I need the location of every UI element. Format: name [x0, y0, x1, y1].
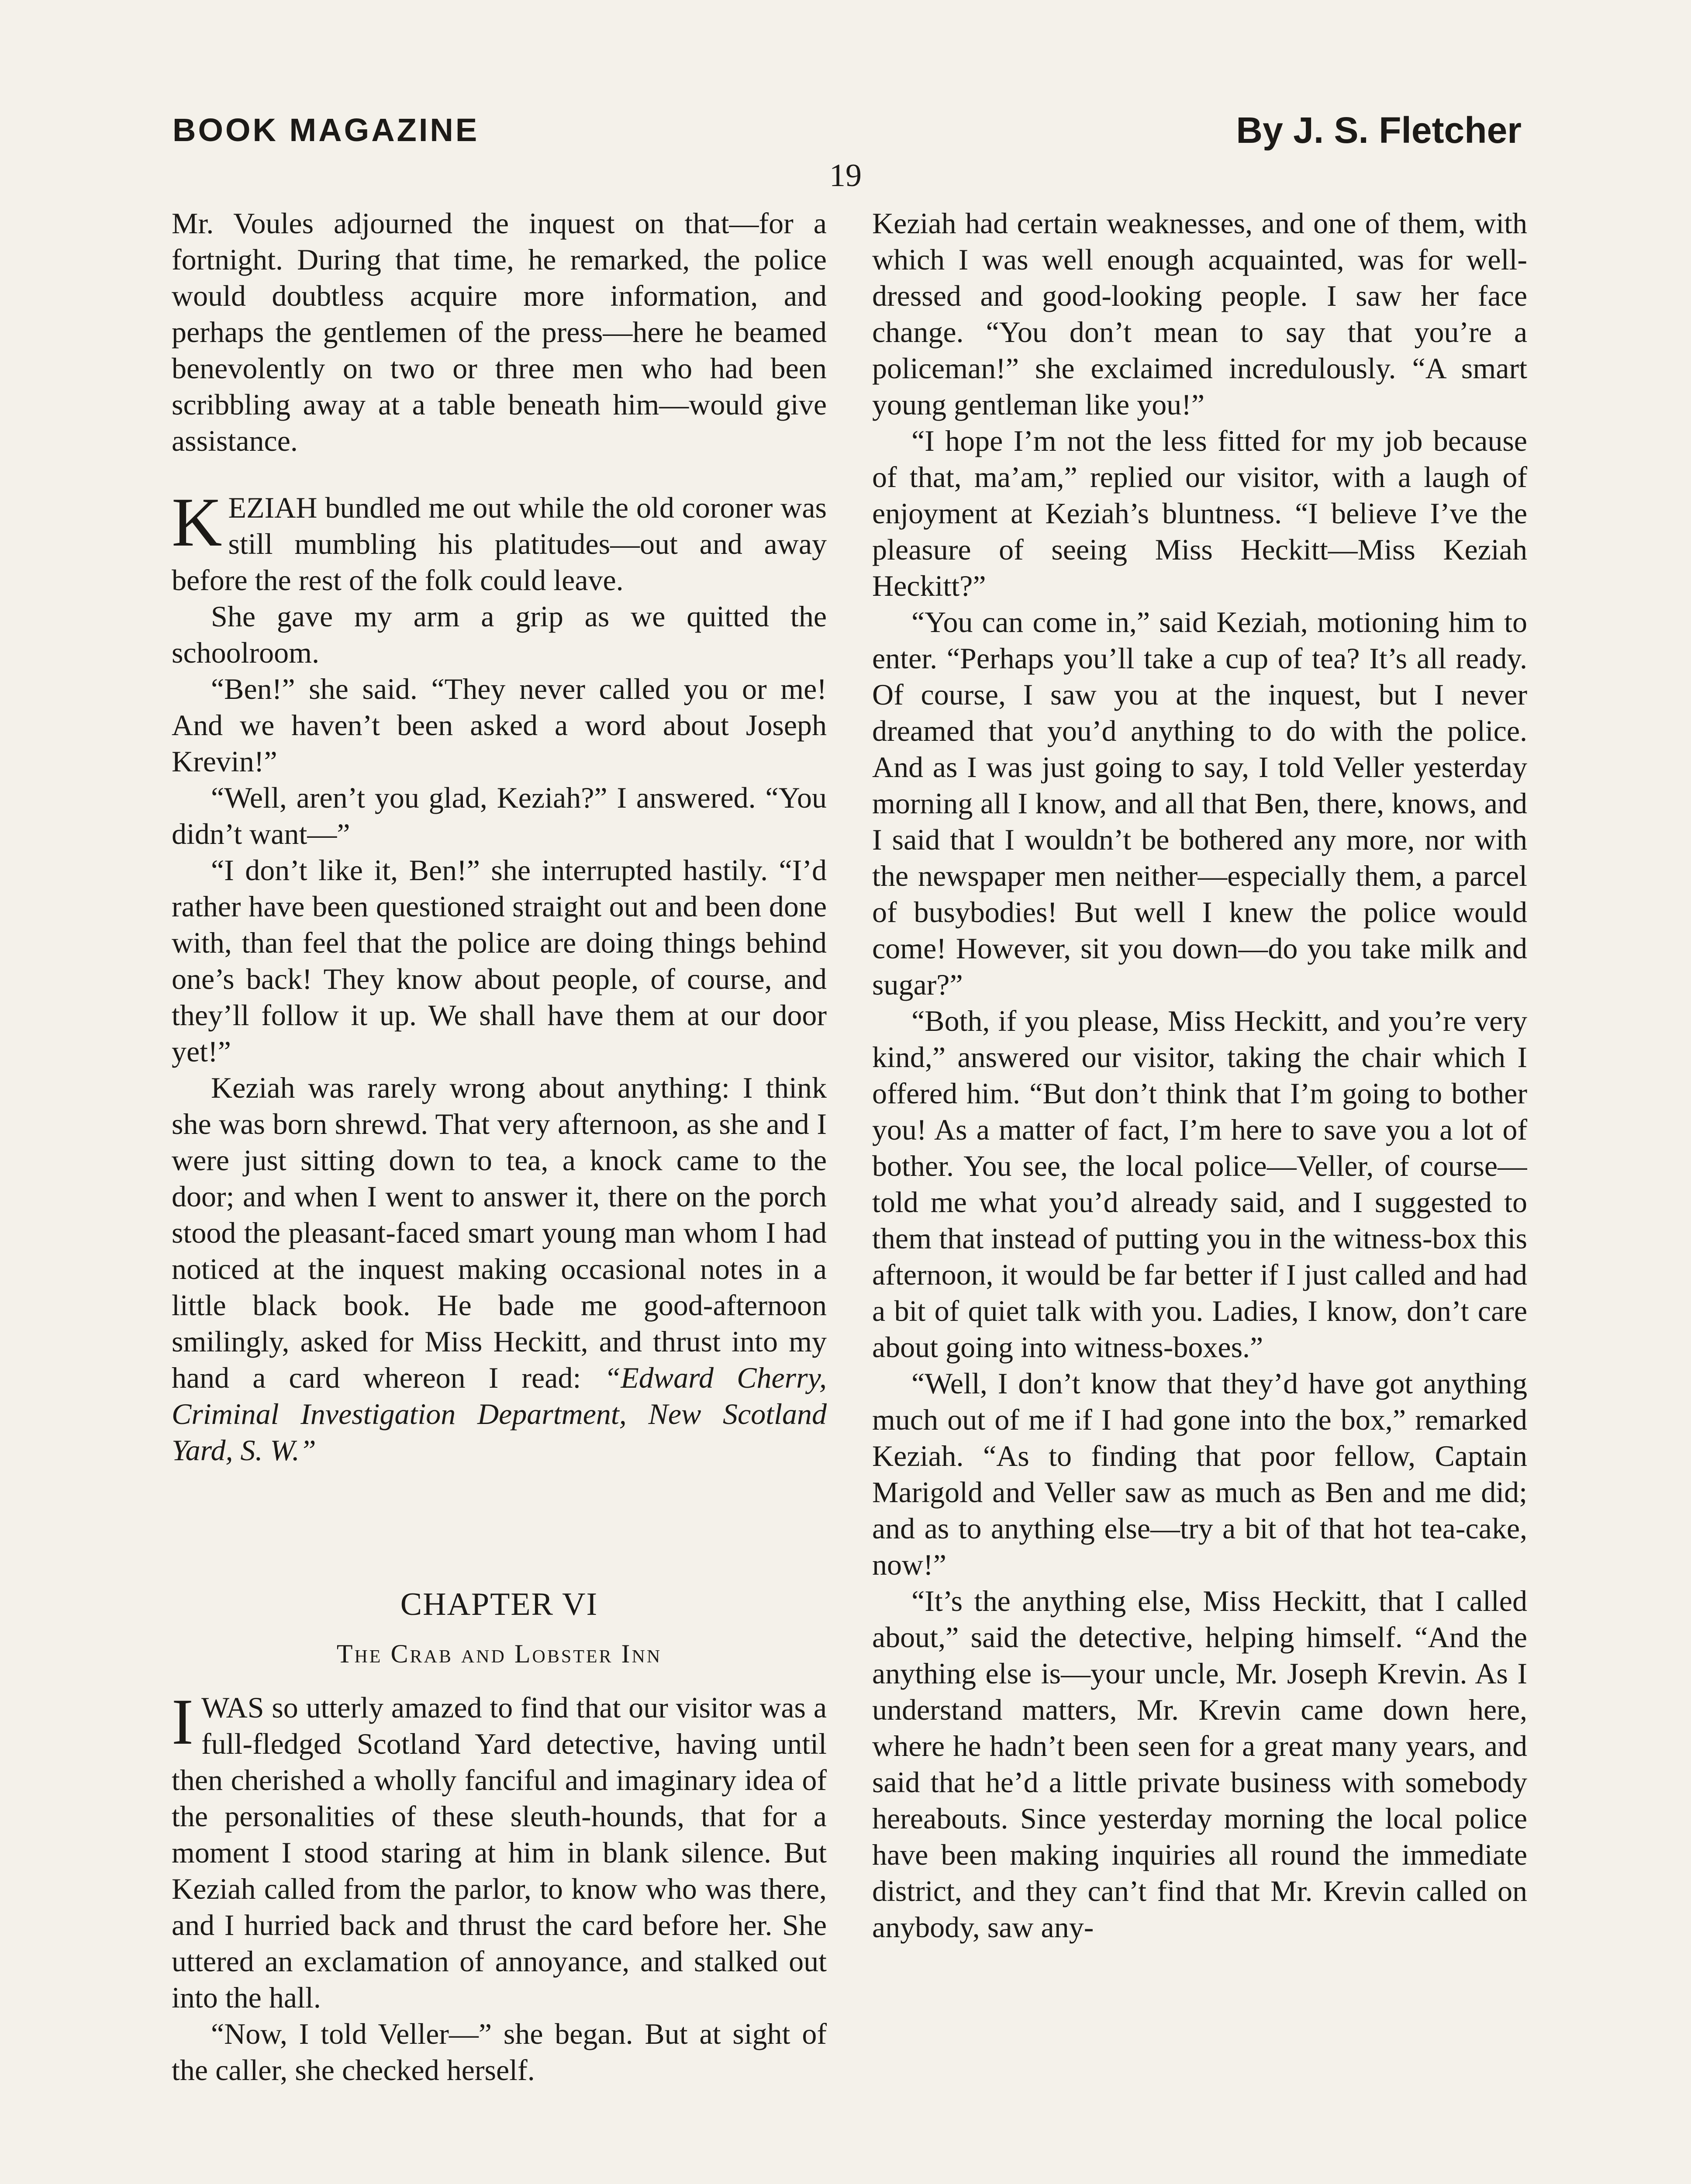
chapter-subtitle: The Crab and Lobster Inn	[336, 1639, 662, 1668]
paragraph: “You can come in,” said Keziah, motioning him to enter. “Perhaps you’ll take a cup of tea? It’s all ready. Of course, I saw you at the inquest, but I never dreamed that you’d anything to do with the police. And as I was just going to say, I told Veller yesterday morning all I know, and all that Ben, there, knows, and I said that I wouldn’t be bothered any more, nor with the newspaper men neither—especially them, a parcel of busybodies! But well I knew the police would come! However, sit you down—do you take milk and sugar?”	[872, 605, 1527, 1001]
paragraph: “Well, aren’t you glad, Keziah?” I answered. “You didn’t want—”	[172, 781, 827, 850]
drop-cap: I	[172, 1686, 193, 1758]
magazine-title-header: BOOK MAGAZINE	[173, 112, 480, 148]
paragraph: “Ben!” she said. “They never called you or me! And we haven’t been asked a word about Joseph Krevin!”	[172, 672, 827, 778]
paragraph: “I hope I’m not the less fitted for my job because of that, ma’am,” replied our visitor, with a laugh of enjoyment at Keziah’s bluntness. “I believe I’ve the pleasure of seeing Miss Heckitt—Miss Keziah Heckitt?”	[872, 424, 1527, 602]
author-byline-header: By J. S. Fletcher	[1236, 110, 1522, 151]
paragraph: “Both, if you please, Miss Heckitt, and you’re very kind,” answered our visitor, taking the chair which I offered him. “But don’t think that I’m going to bother you! As a matter of fact, I’m here to save you a lot of bother. You see, the local police—Veller, of course—told me what you’d already said, and I suggested to them that instead of putting you in the witness-box this afternoon, it would be far better if I just called and had a bit of quiet talk with you. Ladies, I know, don’t care about going into witness-boxes.”	[872, 1004, 1527, 1364]
paragraph-text: Keziah was rarely wrong about anything: I think she was born shrewd. That very afternoon, as she and I were just sitting down to tea, a knock came to the door; and when I went to answer it, there on the porch stood the pleasant-faced smart young man whom I had noticed at the inquest making occasional notes in a little black book. He bade me good-afternoon smilingly, asked for Miss Heckitt, and thrust into my hand a card whereon I read:	[172, 1071, 827, 1394]
chapter-opening-paragraph	[172, 1686, 827, 2016]
paragraph: Keziah had certain weaknesses, and one of them, with which I was well enough acquainted, was for well-dressed and good-looking people. I saw her face change. “You don’t mean to say that you’re a policeman!” she exclaimed incredulously. “A smart young gentleman like you!”	[872, 207, 1527, 421]
section-opening-paragraph	[172, 483, 827, 598]
left-text-column	[172, 205, 827, 2184]
paragraph: “Well, I don’t know that they’d have got anything much out of me if I had gone into the box,” remarked Keziah. “As to finding that poor fellow, Captain Marigold and Veller saw as much as Ben and me did; and as to anything else—try a bit of that hot tea-cake, now!”	[872, 1367, 1527, 1581]
chapter-heading: CHAPTER VI	[400, 1586, 598, 1622]
paragraph: She gave my arm a grip as we quitted the schoolroom.	[172, 600, 827, 669]
paragraph: “Now, I told Veller—” she began. But at sight of the caller, she checked herself.	[172, 2017, 827, 2087]
paragraph-text: WAS so utterly amazed to find that our visitor was a full-fledged Scotland Yard detective, having until then cherished a wholly fanciful and imaginary idea of the personalities of these sleuth-hounds, that for a moment I stood staring at him in blank silence. But Keziah called from the parlor, to know who was there, and I hurried back and thrust the card before her. She uttered an exclamation of annoyance, and stalked out into the hall.	[172, 1691, 827, 2014]
paragraph: “It’s the anything else, Miss Heckitt, that I called about,” said the detective, helping himself. “And the anything else is—your uncle, Mr. Joseph Krevin. As I understand matters, Mr. Krevin came down here, where he hadn’t been seen for a great many years, and said that he’d a little private business with somebody hereabouts. Since yesterday morning the local police have been making inquiries all round the immediate district, and they can’t find that Mr. Krevin called on anybody, saw any-	[872, 1584, 1527, 1944]
paragraph	[172, 1070, 827, 1469]
paragraph: Mr. Voules adjourned the inquest on that—for a fortnight. During that time, he remarked, the police would doubtless acquire more information, and perhaps the gentlemen of the press—here he beamed benevolently on two or three men who had been scribbling away at a table beneath him—would give assistance.	[172, 207, 827, 457]
paragraph-text: EZIAH bundled me out while the old coroner was still mumbling his platitudes—out and away before the rest of the folk could leave.	[172, 491, 827, 597]
paragraph: “I don’t like it, Ben!” she interrupted hastily. “I’d rather have been questioned straight out and been done with, than feel that the police are doing things behind one’s back! They know about people, of course, and they’ll follow it up. We shall have them at our door yet!”	[172, 854, 827, 1068]
drop-cap: K	[172, 483, 222, 561]
business-card-text: “Edward Cherry, Criminal Investigation Department, New Scotland Yard, S. W.”	[172, 1361, 827, 1467]
right-text-column	[872, 205, 1527, 2184]
page-number: 19	[829, 158, 862, 194]
